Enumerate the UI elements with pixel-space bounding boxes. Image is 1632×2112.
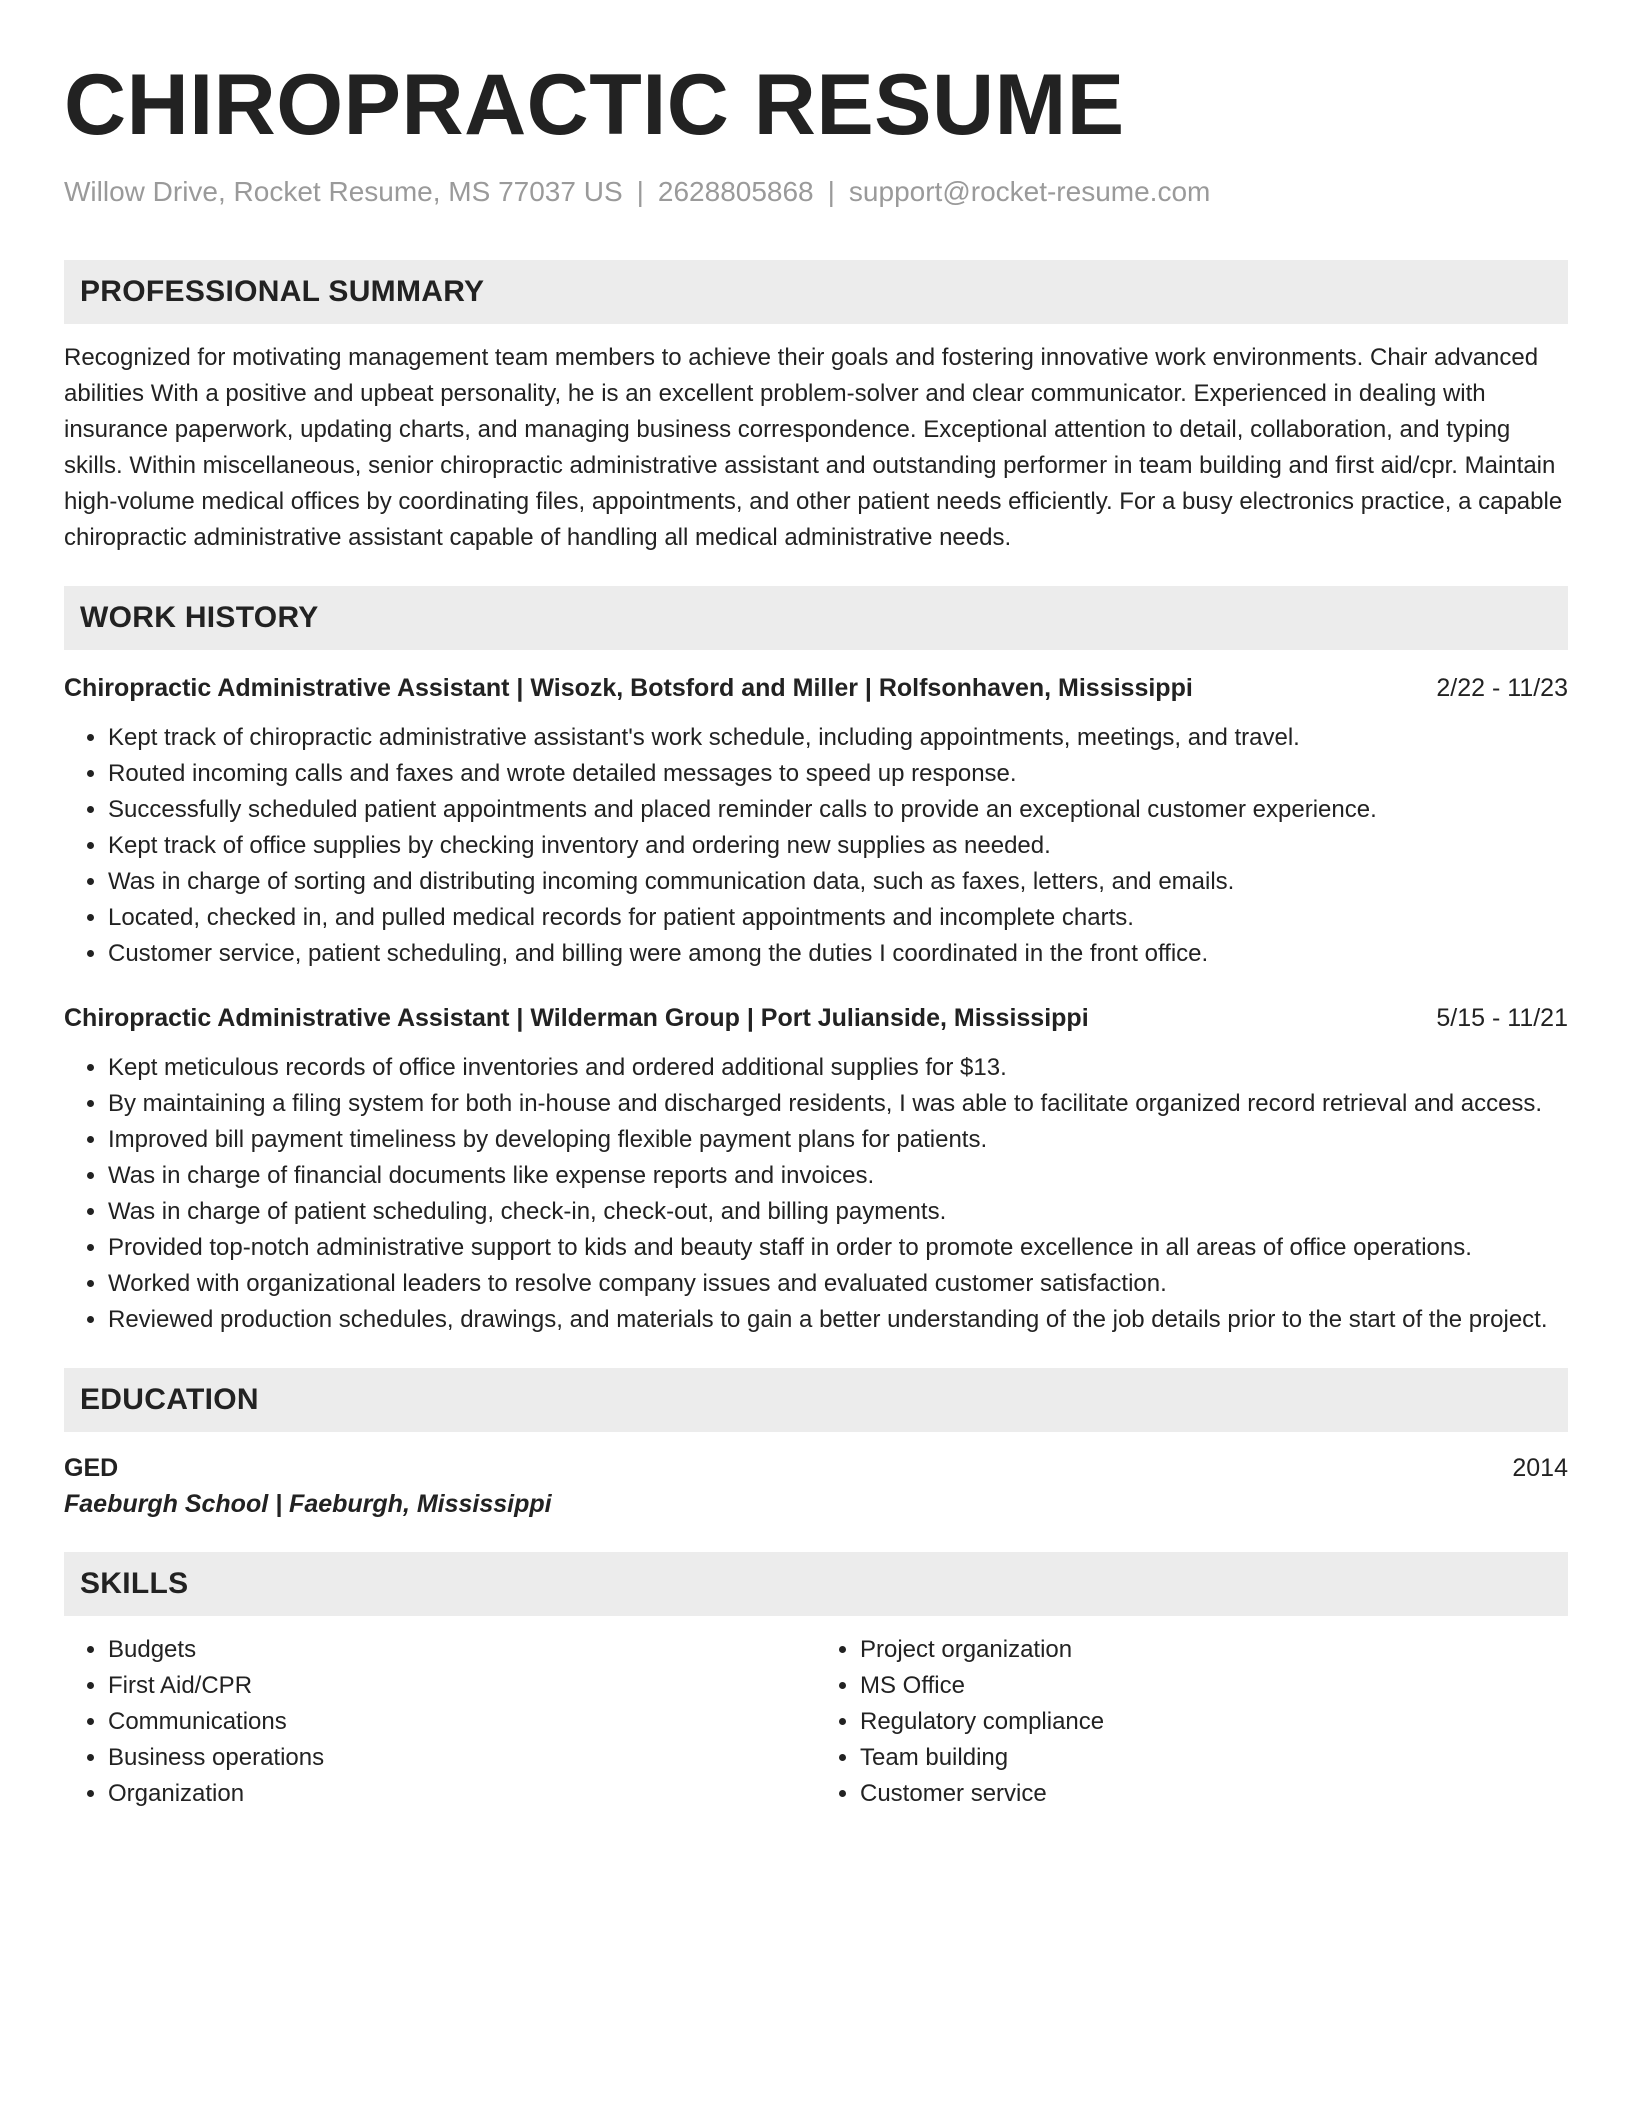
education-year: 2014 — [1512, 1454, 1568, 1482]
job-bullet: • Improved bill payment timeliness by developing flexible payment plans for patients. — [108, 1122, 1568, 1158]
job-bullet: • Routed incoming calls and faxes and wrote detailed messages to speed up response. — [108, 756, 1568, 792]
job-bullet: • Worked with organizational leaders to resolve company issues and evaluated customer satisfaction. — [108, 1266, 1568, 1302]
job-bullets — [64, 1050, 1568, 1338]
job-bullet: • Kept meticulous records of office inventories and ordered additional supplies for $13. — [108, 1050, 1568, 1086]
job-header — [64, 670, 1568, 706]
skill-item: • Budgets — [108, 1632, 816, 1668]
section-title-work: WORK HISTORY — [80, 601, 319, 634]
education-entry — [64, 1450, 1568, 1486]
job-bullet: • Reviewed production schedules, drawings, and materials to gain a better understanding of the job details prior to the start of the project. — [108, 1302, 1568, 1338]
job-title: Chiropractic Administrative Assistant | Wisozk, Botsford and Miller | Rolfsonhaven, Mississippi — [64, 674, 1193, 702]
job-bullet: • Provided top-notch administrative support to kids and beauty staff in order to promote excellence in all areas of office operations. — [108, 1230, 1568, 1266]
skill-item: • Regulatory compliance — [860, 1704, 1568, 1740]
job-header — [64, 1000, 1568, 1036]
contact-line — [64, 176, 1568, 208]
job-bullet: • Successfully scheduled patient appointments and placed reminder calls to provide an exceptional customer experience. — [108, 792, 1568, 828]
job-entry — [64, 1000, 1568, 1338]
job-dates: 2/22 - 11/23 — [1436, 674, 1568, 702]
skills-column-right — [816, 1632, 1568, 1812]
skill-item: • Team building — [860, 1740, 1568, 1776]
contact-phone: 2628805868 — [657, 176, 814, 207]
section-title-education: EDUCATION — [80, 1383, 259, 1416]
job-bullet: • Was in charge of financial documents like expense reports and invoices. — [108, 1158, 1568, 1194]
section-title-summary: PROFESSIONAL SUMMARY — [80, 275, 485, 308]
contact-email: support@rocket-resume.com — [848, 176, 1211, 207]
job-bullet: • Kept track of chiropractic administrative assistant's work schedule, including appointments, meetings, and travel. — [108, 720, 1568, 756]
job-bullet: • Was in charge of patient scheduling, check-in, check-out, and billing payments. — [108, 1194, 1568, 1230]
skills-list — [64, 1632, 1568, 1812]
skill-item: • Communications — [108, 1704, 816, 1740]
job-bullet: • Customer service, patient scheduling, and billing were among the duties I coordinated in the front office. — [108, 936, 1568, 972]
section-header-education — [64, 1368, 1568, 1432]
section-header-skills — [64, 1552, 1568, 1616]
section-header-work — [64, 586, 1568, 650]
job-bullet: • Was in charge of sorting and distributing incoming communication data, such as faxes, letters, and emails. — [108, 864, 1568, 900]
skill-item: • Project organization — [860, 1632, 1568, 1668]
job-bullet: • Located, checked in, and pulled medical records for patient appointments and incomplete charts. — [108, 900, 1568, 936]
skills-column-left — [64, 1632, 816, 1812]
section-title-skills: SKILLS — [80, 1567, 189, 1600]
skill-item: • Customer service — [860, 1776, 1568, 1812]
resume-title: CHIROPRACTIC RESUME — [64, 57, 1125, 153]
job-title: Chiropractic Administrative Assistant | Wilderman Group | Port Julianside, Mississippi — [64, 1004, 1089, 1032]
skill-item: • MS Office — [860, 1668, 1568, 1704]
job-bullets — [64, 720, 1568, 972]
education-school: Faeburgh School | Faeburgh, Mississippi — [64, 1490, 552, 1518]
contact-separator: | — [636, 176, 644, 207]
summary-text: Recognized for motivating management team members to achieve their goals and fostering innovative work environments. Chair advanced abilities With a positive and upbeat personality, he is an excellent problem-solver and clear communicator. Experienced in dealing with insurance paperwork, updating charts, and managing business correspondence. Exceptional attention to detail, collaboration, and typing skills. Within miscellaneous, senior chiropractic administrative assistant and outstanding performer in team building and first aid/cpr. Maintain high-volume medical offices by coordinating files, appointments, and other patient needs efficiently. For a busy electronics practice, a capable chiropractic administrative assistant capable of handling all medical administrative needs. — [64, 344, 1563, 551]
job-dates: 5/15 - 11/21 — [1436, 1004, 1568, 1032]
contact-address: Willow Drive, Rocket Resume, MS 77037 US — [64, 176, 623, 207]
job-bullet: • By maintaining a filing system for both in-house and discharged residents, I was able to facilitate organized record retrieval and access. — [108, 1086, 1568, 1122]
section-header-summary — [64, 260, 1568, 324]
skill-item: • Business operations — [108, 1740, 816, 1776]
contact-separator: | — [827, 176, 835, 207]
skill-item: • First Aid/CPR — [108, 1668, 816, 1704]
job-entry — [64, 670, 1568, 972]
job-bullet: • Kept track of office supplies by checking inventory and ordering new supplies as needed. — [108, 828, 1568, 864]
skill-item: • Organization — [108, 1776, 816, 1812]
education-degree: GED — [64, 1454, 119, 1482]
